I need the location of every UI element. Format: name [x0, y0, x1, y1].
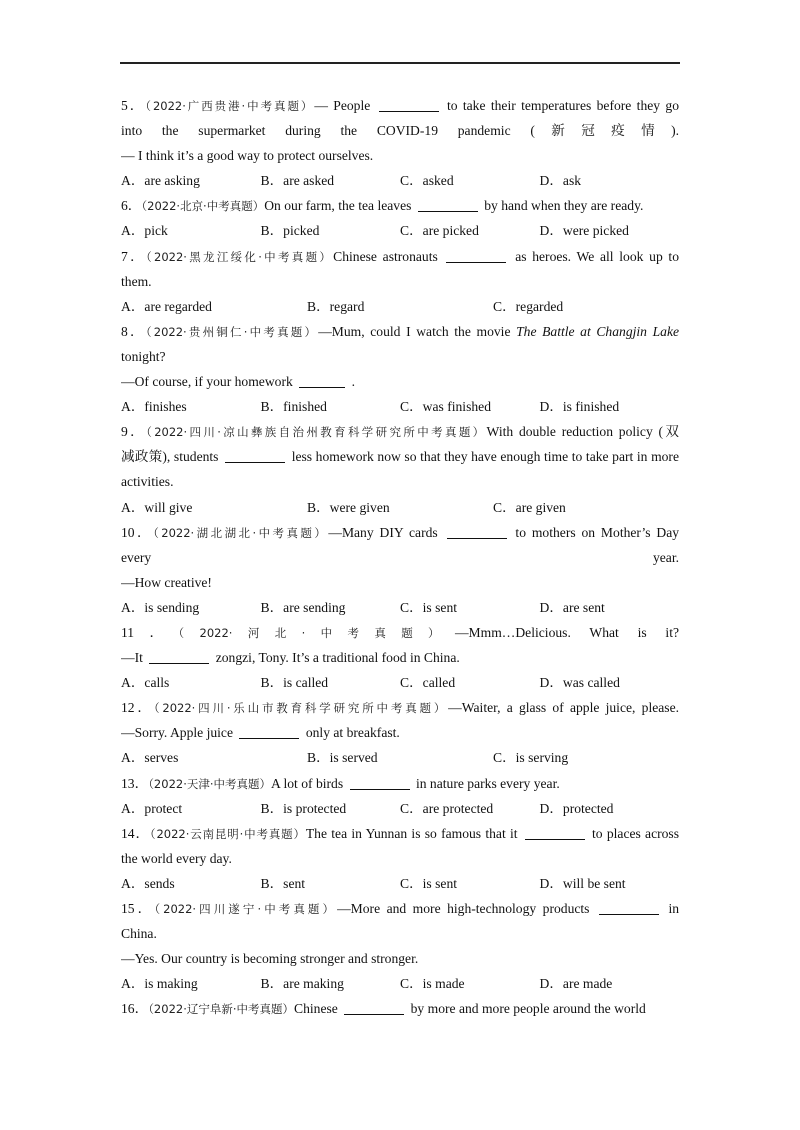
question-text: A lot of birds: [271, 775, 344, 791]
answer-option: A．calls: [121, 675, 170, 691]
answer-option: B．are making: [260, 976, 344, 992]
question-text: China.: [121, 926, 157, 942]
question-line: [121, 269, 679, 294]
question-stem: [121, 996, 679, 1021]
question-source: （2022·云南昆明·中考真题）: [149, 826, 306, 841]
question-line: [121, 545, 679, 570]
answer-option: A．is sending: [121, 599, 200, 615]
question-stem: [121, 319, 679, 344]
answer-options: [121, 294, 679, 319]
answer-blank: [350, 775, 410, 790]
answer-blank: [344, 1000, 404, 1015]
question-stem: [121, 520, 679, 545]
answer-option: C．called: [400, 675, 456, 691]
answer-options: [121, 495, 679, 520]
answer-option: A．are asking: [121, 173, 200, 189]
question-stem: [121, 896, 679, 921]
question-stem: [121, 93, 679, 118]
answer-option: A．finishes: [121, 399, 187, 415]
answer-option: B．regard: [307, 298, 365, 314]
question-text: by more and more people around the world: [410, 1001, 646, 1017]
answer-blank: [418, 197, 478, 212]
question-text: Chinese: [294, 1001, 338, 1017]
header-rule: [120, 62, 680, 64]
question-text: less homework now so that they have enough time to take part in more: [291, 449, 679, 465]
question-number: 10．: [121, 524, 154, 540]
answer-blank: [225, 448, 285, 463]
question-stem: [121, 771, 679, 796]
question-text: —It: [121, 650, 143, 666]
answer-options: [121, 871, 679, 896]
question-source: （2022·四川·凉山彝族自治州教育科学研究所中考真题）: [146, 425, 487, 440]
answer-option: C．are picked: [400, 223, 479, 239]
answer-blank: [447, 524, 507, 539]
question-stem: [121, 821, 679, 846]
question-number: 8．: [121, 323, 146, 339]
question-source: （2022·辽宁阜新·中考真题）: [148, 1002, 295, 1017]
question-line: [121, 143, 679, 168]
question-source: （2022·天津·中考真题）: [148, 776, 272, 791]
answer-option: C．is serving: [493, 750, 569, 766]
question-line: [121, 846, 679, 871]
question-text: Chinese astronauts: [333, 248, 438, 264]
question-number: 11．: [121, 624, 179, 640]
question-source: （2022·广西贵港·中考真题）: [145, 99, 315, 113]
answer-option: A．pick: [121, 223, 168, 239]
answer-option: C．is made: [400, 976, 465, 992]
movie-title: The Battle at Changjin Lake: [516, 323, 679, 339]
question-number: 14．: [121, 825, 150, 841]
question-text: —Mmm…Delicious. What is it?: [454, 624, 679, 640]
answer-options: [121, 670, 679, 695]
question-text: —Yes. Our country is becoming stronger and stronger.: [121, 951, 419, 967]
question-source: （2022·贵州铜仁·中考真题）: [145, 324, 319, 339]
question-text: the world every day.: [121, 850, 232, 866]
answer-options: [121, 745, 679, 770]
answer-blank: [299, 373, 345, 388]
answer-options: [121, 168, 679, 193]
question-stem: [121, 620, 679, 645]
answer-blank: [525, 825, 585, 840]
question-text: to mothers on Mother’s Day: [515, 524, 679, 540]
question-text: tonight?: [121, 348, 166, 364]
answer-option: B．finished: [260, 399, 327, 415]
question-number: 12．: [121, 700, 154, 716]
question-text: by hand when they are ready.: [484, 198, 644, 214]
answer-option: B．were given: [307, 499, 390, 515]
answer-blank: [149, 649, 209, 664]
question-line: [121, 469, 679, 494]
question-text: only at breakfast.: [305, 725, 400, 741]
answer-option: A．sends: [121, 875, 175, 891]
question-text: —More and more high-technology products: [337, 901, 590, 916]
question-stem: [121, 419, 679, 444]
question-text: —Many DIY cards: [328, 524, 438, 540]
answer-option: B．is served: [307, 750, 378, 766]
answer-option: D．are sent: [539, 599, 605, 615]
question-number: 5．: [121, 98, 146, 113]
question-source: （2022·河北·中考真题）: [178, 625, 455, 640]
answer-option: B．are sending: [260, 599, 346, 615]
question-line: [121, 369, 679, 394]
question-text: every year.: [121, 549, 679, 565]
question-text: into the supermarket during the COVID-19 pandemic (新冠疫情).: [121, 123, 679, 139]
answer-option: D．is finished: [539, 399, 620, 415]
question-source: （2022·湖北湖北·中考真题）: [153, 525, 329, 540]
question-text: in: [668, 901, 679, 916]
answer-option: D．were picked: [539, 223, 629, 239]
answer-blank: [379, 97, 439, 112]
answer-option: C．is sent: [400, 875, 458, 891]
answer-options: [121, 971, 679, 996]
question-text: activities.: [121, 474, 174, 490]
answer-option: B．are asked: [260, 173, 335, 189]
answer-option: B．is protected: [260, 800, 347, 816]
answer-option: B．is called: [260, 675, 329, 691]
question-line: [121, 118, 679, 143]
answer-option: D．will be sent: [539, 875, 626, 891]
question-text: —Mum, could I watch the movie: [318, 323, 511, 339]
question-line: [121, 344, 679, 369]
answer-option: A．protect: [121, 800, 183, 816]
answer-option: B．sent: [260, 875, 306, 891]
answer-blank: [239, 724, 299, 739]
question-text: in nature parks every year.: [415, 775, 560, 791]
question-stem: [121, 244, 679, 269]
question-stem: [121, 193, 679, 218]
question-text: — I think it’s a good way to protect ourselves.: [121, 148, 374, 164]
answer-option: A．serves: [121, 750, 179, 766]
answer-options: [121, 394, 679, 419]
question-line: [121, 645, 679, 670]
answer-option: C．are given: [493, 499, 566, 515]
answer-option: D．ask: [539, 173, 582, 189]
question-text: to places across: [592, 825, 679, 841]
question-text: to take their temperatures before they go: [446, 98, 679, 113]
answer-option: D．are made: [539, 976, 613, 992]
answer-option: D．was called: [539, 675, 620, 691]
answer-option: B．picked: [260, 223, 320, 239]
question-line: [121, 444, 679, 469]
question-text: On our farm, the tea leaves: [264, 198, 412, 214]
question-line: [121, 570, 679, 595]
question-text: —Of course, if your homework: [121, 374, 293, 390]
answer-options: [121, 595, 679, 620]
question-line: [121, 921, 679, 946]
question-text: .: [351, 374, 355, 390]
answer-option: D．protected: [539, 800, 614, 816]
answer-options: [121, 796, 679, 821]
question-source: （2022·黑龙江绥化·中考真题）: [145, 249, 334, 264]
answer-blank: [599, 900, 659, 915]
question-number: 7．: [121, 248, 146, 264]
question-source: （2022·四川·乐山市教育科学研究所中考真题）: [153, 701, 449, 716]
answer-option: C．is sent: [400, 599, 458, 615]
question-text: —Sorry. Apple juice: [121, 725, 234, 741]
question-stem: [121, 695, 679, 720]
answer-option: A．are regarded: [121, 298, 212, 314]
answer-blank: [446, 248, 506, 263]
question-number: 16．: [121, 1001, 149, 1017]
answer-option: C．regarded: [493, 298, 564, 314]
question-number: 13．: [121, 775, 149, 791]
question-text: as heroes. We all look up to: [515, 248, 679, 264]
question-text: — People: [314, 98, 371, 113]
answer-option: C．are protected: [400, 800, 494, 816]
answer-options: [121, 218, 679, 243]
question-text: With double reduction policy (双: [486, 424, 679, 440]
question-text: —Waiter, a glass of apple juice, please.: [448, 700, 679, 716]
question-source: （2022·四川遂宁·中考真题）: [154, 902, 338, 916]
question-text: 减政策), students: [121, 449, 219, 465]
question-number: 9．: [121, 424, 147, 440]
question-text: The tea in Yunnan is so famous that it: [305, 825, 518, 841]
question-line: [121, 946, 679, 971]
question-text: —How creative!: [121, 574, 212, 590]
question-number: 6．: [121, 198, 142, 214]
question-number: 15．: [121, 901, 155, 916]
question-text: zongzi, Tony. It’s a traditional food in China.: [215, 650, 460, 666]
question-source: （2022·北京·中考真题）: [141, 199, 265, 214]
question-text: them.: [121, 273, 152, 289]
answer-option: C．was finished: [400, 399, 491, 415]
answer-option: A．is making: [121, 976, 198, 992]
question-list: [121, 93, 679, 1021]
question-line: [121, 720, 679, 745]
answer-option: C．asked: [400, 173, 454, 189]
answer-option: A．will give: [121, 499, 193, 515]
